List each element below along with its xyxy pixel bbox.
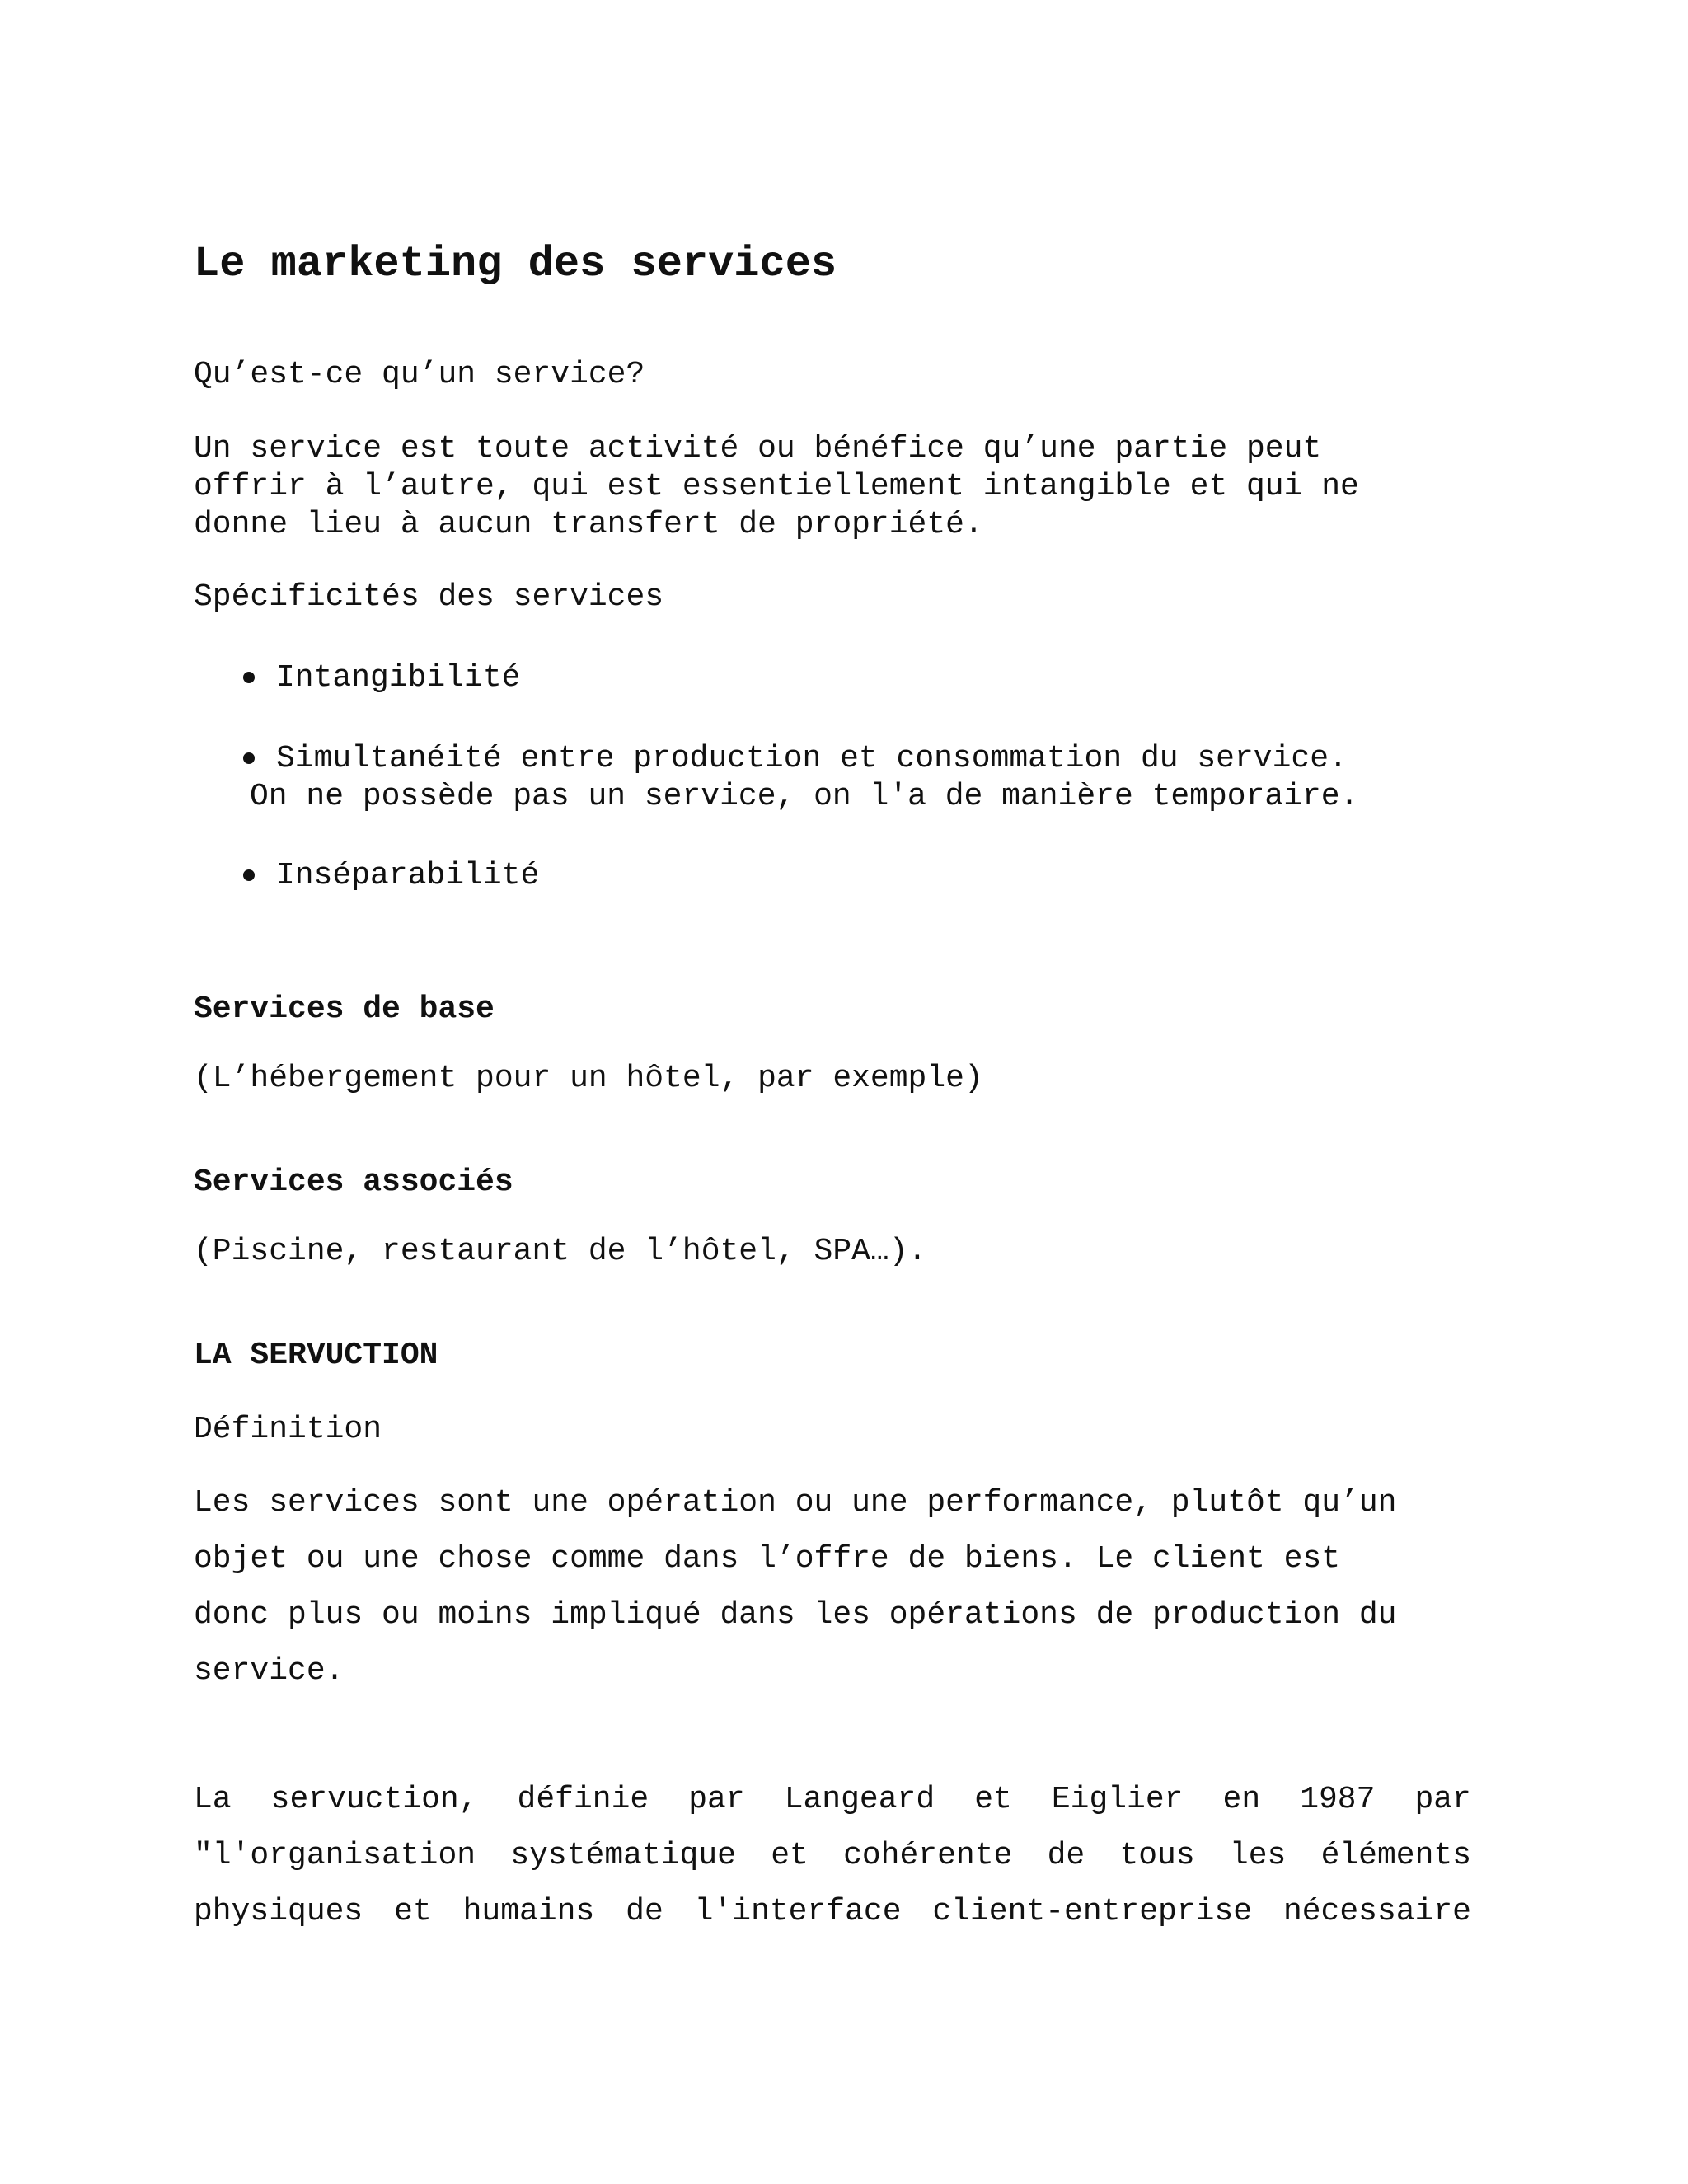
definition-subheading: Définition (194, 1412, 382, 1447)
word: et (974, 1782, 1012, 1817)
word: définie (517, 1782, 649, 1817)
bullet-icon (243, 869, 255, 881)
list-item-continuation: On ne possède pas un service, on l'a de manière temporaire. (250, 779, 1359, 814)
paragraph-line: Les services sont une opération ou une performance, plutôt qu’un (194, 1485, 1397, 1521)
bullet-icon (243, 672, 255, 683)
list-item-text: Inséparabilité (276, 858, 540, 893)
definition-line: Un service est toute activité ou bénéfice qu’une partie peut (194, 431, 1322, 466)
word: cohérente (843, 1838, 1013, 1873)
page-title: Le marketing des services (194, 240, 837, 288)
word: de (1047, 1838, 1085, 1873)
word: La (194, 1782, 232, 1817)
word: humains (462, 1894, 595, 1929)
servuction-paragraph-2 (194, 1772, 1471, 1940)
word: par (688, 1782, 745, 1817)
paragraph-line (194, 1828, 1471, 1884)
list-item (250, 740, 1359, 816)
word: nécessaire (1282, 1894, 1471, 1929)
word: servuction, (270, 1782, 478, 1817)
services-de-base-heading: Services de base (194, 991, 495, 1027)
definition-line: offrir à l’autre, qui est essentiellement intangible et qui ne (194, 469, 1359, 504)
paragraph-line: service. (194, 1653, 345, 1689)
word: et (771, 1838, 809, 1873)
word: par (1414, 1782, 1471, 1817)
word: tous (1119, 1838, 1195, 1873)
servuction-paragraph-1 (194, 1475, 1396, 1699)
list-item (276, 857, 539, 895)
services-associes-text: (Piscine, restaurant de l’hôtel, SPA…). (194, 1234, 927, 1269)
paragraph-line: donc plus ou moins impliqué dans les opérations de production du (194, 1597, 1397, 1633)
paragraph-line (194, 1884, 1471, 1940)
word: Eiglier (1051, 1782, 1184, 1817)
word: "l'organisation (194, 1838, 476, 1873)
word: éléments (1320, 1838, 1471, 1873)
definition-paragraph (194, 430, 1359, 544)
specificites-heading: Spécificités des services (194, 579, 664, 615)
paragraph-line: objet ou une chose comme dans l’offre de biens. Le client est (194, 1541, 1341, 1577)
word: l'interface (694, 1894, 902, 1929)
word: 1987 (1300, 1782, 1376, 1817)
word: en (1222, 1782, 1261, 1817)
services-de-base-text: (L’hébergement pour un hôtel, par exemple) (194, 1061, 983, 1096)
word: les (1229, 1838, 1287, 1873)
word: de (626, 1894, 663, 1929)
paragraph-line (194, 1772, 1471, 1828)
list-item (276, 659, 520, 697)
question-heading: Qu’est-ce qu’un service? (194, 357, 645, 392)
list-item-text: Intangibilité (276, 660, 521, 696)
servuction-heading: LA SERVUCTION (194, 1338, 438, 1373)
bullet-icon (243, 752, 255, 764)
list-item-text: Simultanéité entre production et consommation du service. (276, 741, 1348, 776)
services-associes-heading: Services associés (194, 1165, 513, 1200)
word: et (394, 1894, 432, 1929)
word: systématique (510, 1838, 736, 1873)
word: client-entreprise (932, 1894, 1253, 1929)
word: physiques (194, 1894, 363, 1929)
definition-line: donne lieu à aucun transfert de propriété. (194, 507, 983, 542)
word: Langeard (784, 1782, 935, 1817)
